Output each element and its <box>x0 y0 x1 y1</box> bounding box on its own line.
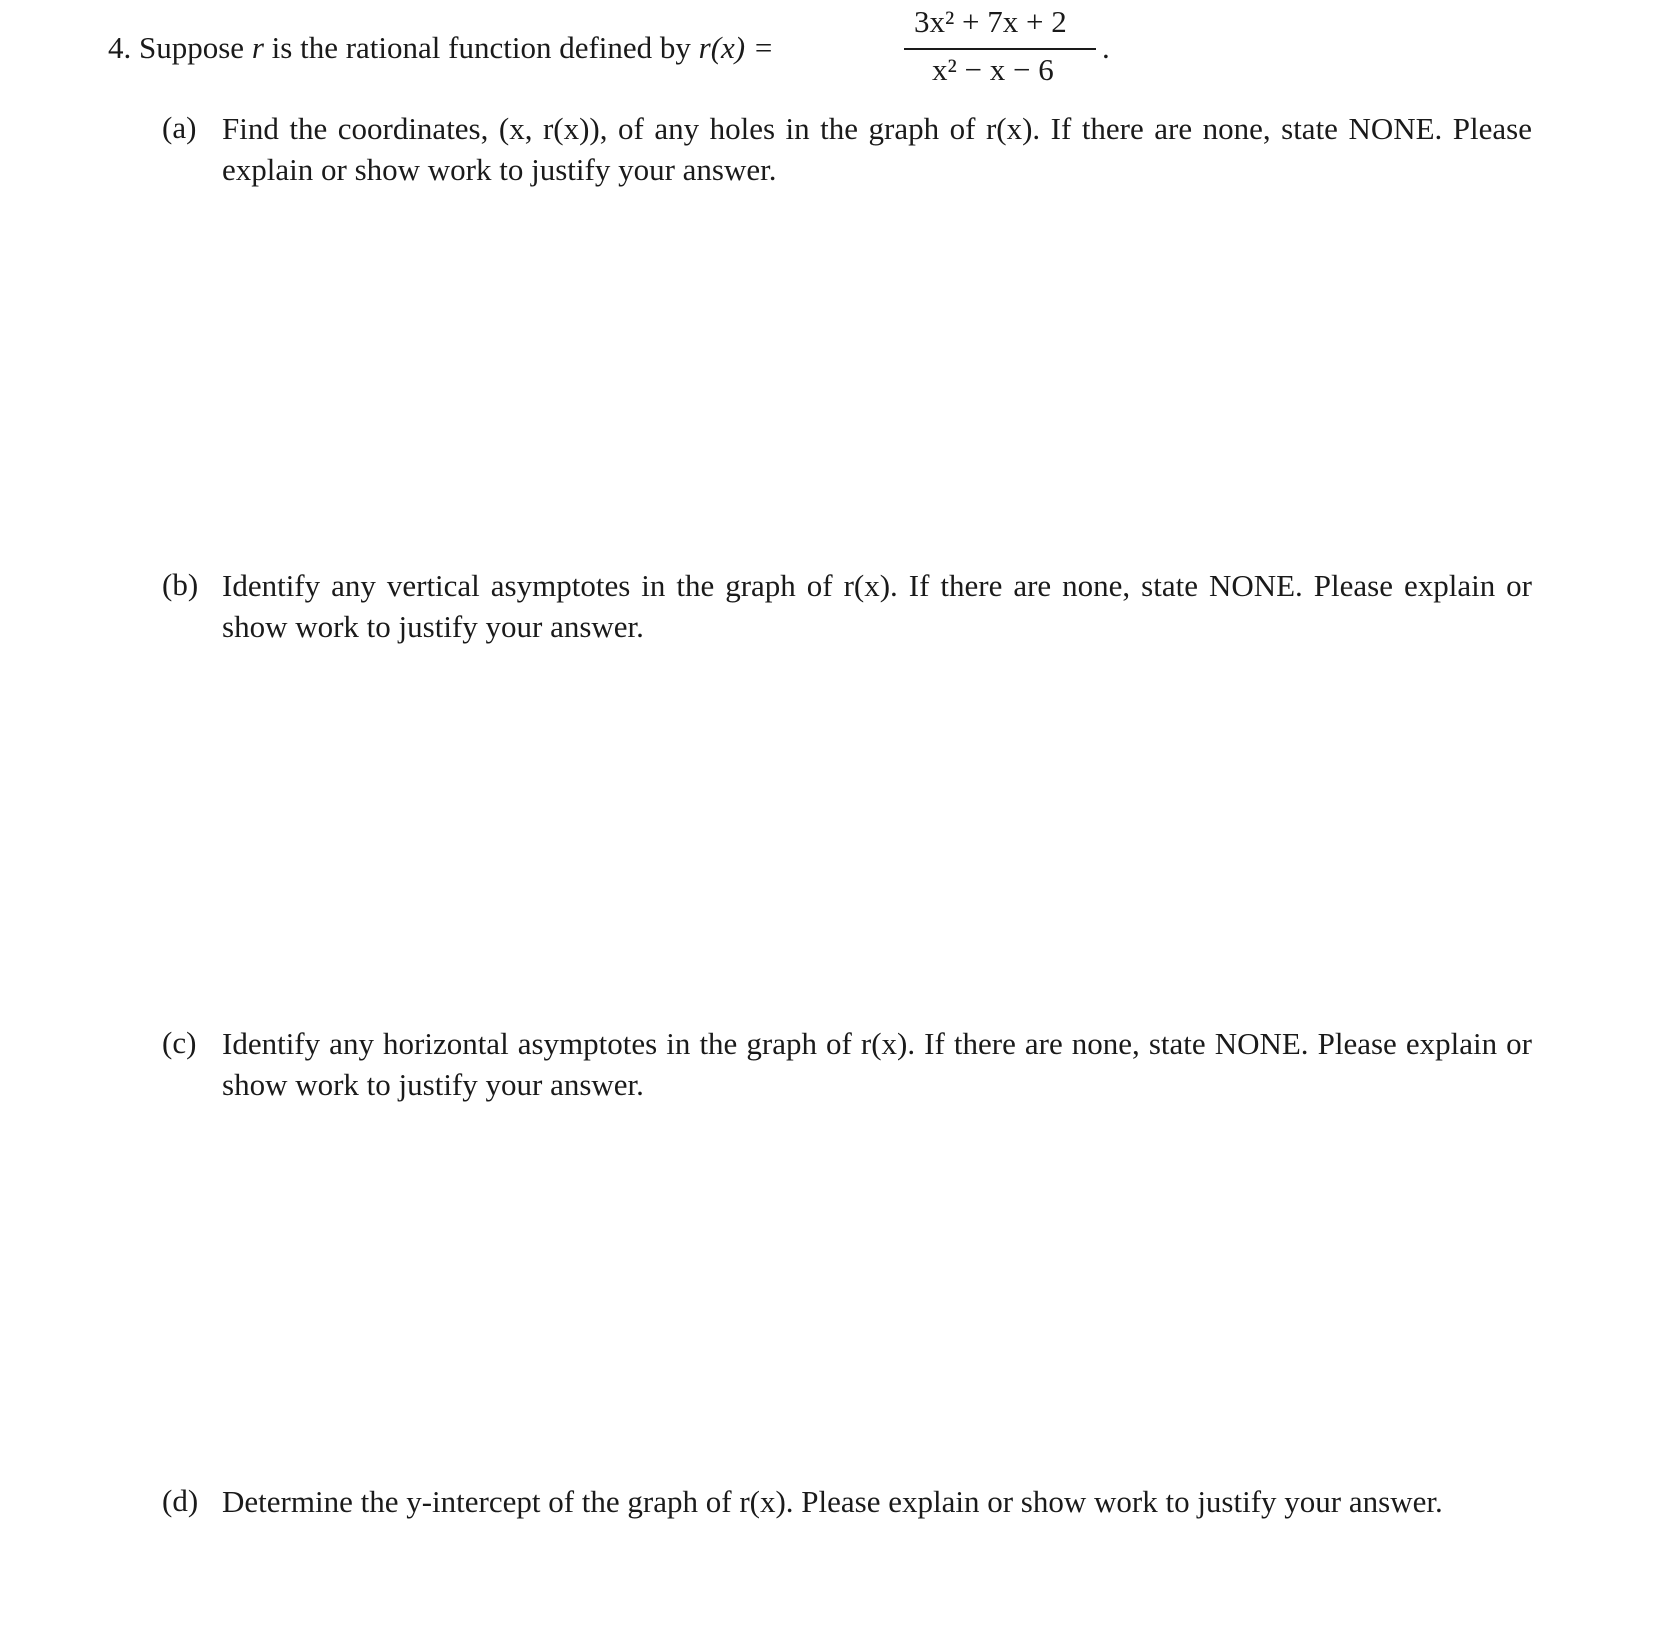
part-b-text: Identify any vertical asymptotes in the graph of r(x). If there are none, state NONE. Please explain or show work to justify your answer. <box>222 568 1532 644</box>
function-variable: r <box>251 30 264 65</box>
fraction-numerator: 3x² + 7x + 2 <box>914 4 1067 39</box>
rational-function-fraction <box>904 4 1104 88</box>
problem-number: 4. <box>108 30 132 65</box>
problem-intro-before: Suppose <box>139 30 245 65</box>
function-lhs: r(x) = <box>698 30 774 65</box>
problem-intro-after: is the rational function defined by <box>271 30 691 65</box>
part-a-text: Find the coordinates, (x, r(x)), of any holes in the graph of r(x). If there are none, state NONE. Please explain or show work to justify your answer. <box>222 111 1532 187</box>
part-a-label: (a) <box>162 110 197 145</box>
statement-period: . <box>1102 30 1110 65</box>
fraction-denominator: x² − x − 6 <box>932 52 1054 87</box>
part-d-text: Determine the y-intercept of the graph of r(x). Please explain or show work to justify your answer. <box>222 1484 1443 1519</box>
problem-statement <box>108 28 774 68</box>
part-b-label: (b) <box>162 567 199 602</box>
part-d-label: (d) <box>162 1483 199 1518</box>
fraction-bar <box>904 48 1096 50</box>
part-c-label: (c) <box>162 1025 197 1060</box>
part-c-text: Identify any horizontal asymptotes in the graph of r(x). If there are none, state NONE. Please explain or show work to justify your answer. <box>222 1026 1532 1102</box>
